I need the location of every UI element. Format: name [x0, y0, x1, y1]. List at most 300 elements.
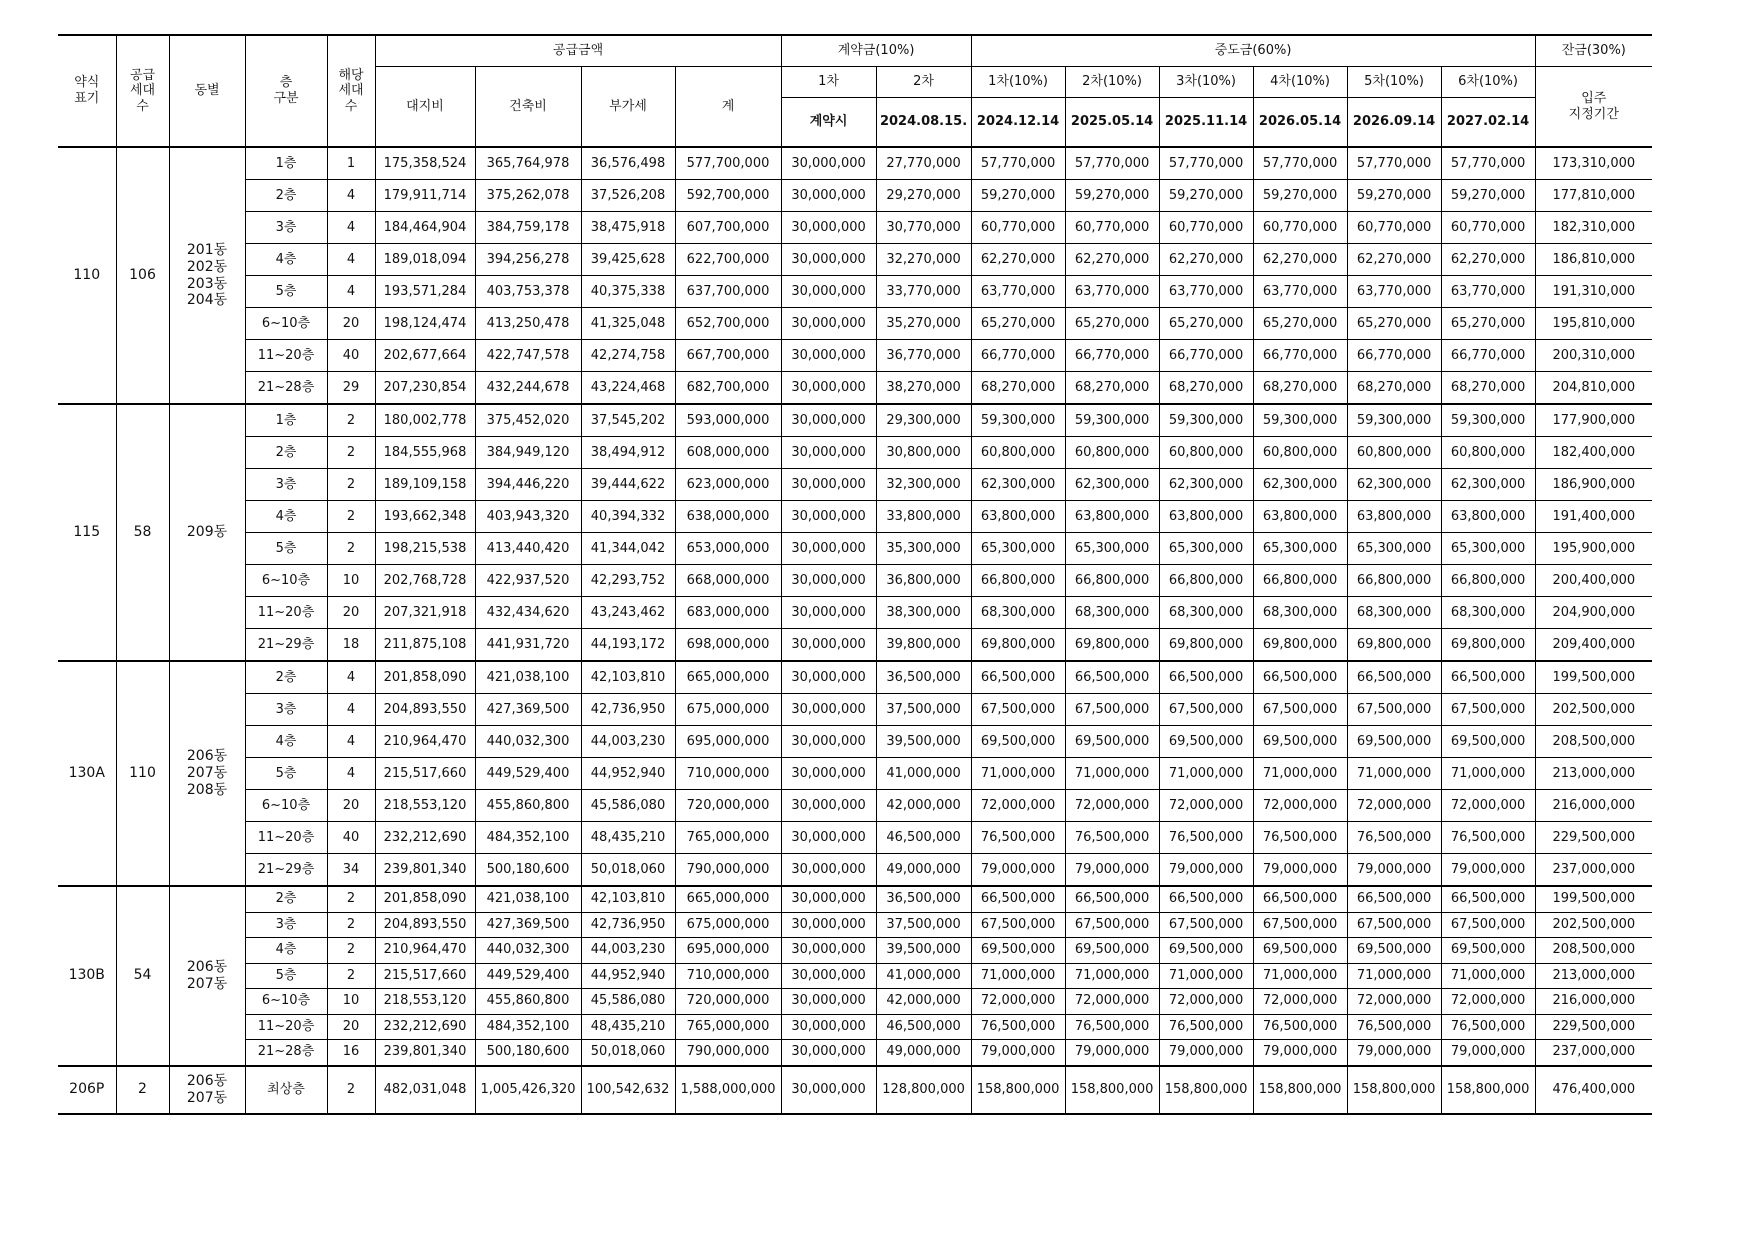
- cell-interim-5: 71,000,000: [1347, 963, 1441, 989]
- cell-dep1: 30,000,000: [781, 180, 876, 212]
- cell-vat: 42,103,810: [581, 886, 675, 912]
- cell-total: 1,588,000,000: [675, 1066, 781, 1114]
- table-row: [58, 437, 1652, 469]
- cell-interim-4: 60,800,000: [1253, 437, 1347, 469]
- cell-interim-4: 69,500,000: [1253, 726, 1347, 758]
- header-balance: 잔금(30%): [1535, 35, 1652, 67]
- cell-balance: 173,310,000: [1535, 147, 1652, 180]
- cell-interim-3: 72,000,000: [1159, 790, 1253, 822]
- cell-interim-6: 79,000,000: [1441, 854, 1535, 887]
- cell-interim-4: 72,000,000: [1253, 989, 1347, 1015]
- cell-interim-5: 67,500,000: [1347, 912, 1441, 938]
- cell-total: 682,700,000: [675, 372, 781, 405]
- cell-land: 193,571,284: [375, 276, 475, 308]
- cell-dep2: 37,500,000: [876, 694, 971, 726]
- cell-units: 4: [327, 276, 375, 308]
- cell-interim-1: 63,800,000: [971, 501, 1065, 533]
- cell-interim-5: 79,000,000: [1347, 854, 1441, 887]
- cell-construction: 432,434,620: [475, 597, 581, 629]
- cell-dep1: 30,000,000: [781, 244, 876, 276]
- cell-vat: 42,274,758: [581, 340, 675, 372]
- cell-interim-1: 62,300,000: [971, 469, 1065, 501]
- cell-dep1: 30,000,000: [781, 938, 876, 964]
- cell-vat: 36,576,498: [581, 147, 675, 180]
- cell-interim-5: 59,300,000: [1347, 404, 1441, 437]
- cell-interim-1: 79,000,000: [971, 854, 1065, 887]
- cell-interim-3: 63,770,000: [1159, 276, 1253, 308]
- cell-interim-6: 76,500,000: [1441, 822, 1535, 854]
- cell-total: 665,000,000: [675, 886, 781, 912]
- cell-total: 577,700,000: [675, 147, 781, 180]
- cell-total: 695,000,000: [675, 938, 781, 964]
- type-group: [58, 886, 1652, 1066]
- cell-interim-1: 71,000,000: [971, 963, 1065, 989]
- cell-units: 40: [327, 822, 375, 854]
- cell-balance: 195,810,000: [1535, 308, 1652, 340]
- cell-floor: 2층: [245, 437, 327, 469]
- cell-interim-2: 79,000,000: [1065, 1040, 1159, 1066]
- cell-dep1: 30,000,000: [781, 501, 876, 533]
- cell-interim-4: 69,500,000: [1253, 938, 1347, 964]
- cell-interim-2: 72,000,000: [1065, 989, 1159, 1015]
- cell-interim-5: 66,800,000: [1347, 565, 1441, 597]
- cell-interim-2: 65,270,000: [1065, 308, 1159, 340]
- cell-interim-4: 79,000,000: [1253, 854, 1347, 887]
- cell-interim-6: 60,770,000: [1441, 212, 1535, 244]
- cell-total: 720,000,000: [675, 989, 781, 1015]
- cell-interim-1: 59,300,000: [971, 404, 1065, 437]
- header-deposit-2-date: 2024.08.15.: [876, 98, 971, 148]
- cell-interim-6: 66,770,000: [1441, 340, 1535, 372]
- cell-total: 790,000,000: [675, 854, 781, 887]
- cell-interim-5: 60,770,000: [1347, 212, 1441, 244]
- cell-units: 4: [327, 758, 375, 790]
- cell-total: 665,000,000: [675, 661, 781, 694]
- cell-floor: 4층: [245, 938, 327, 964]
- cell-construction: 403,943,320: [475, 501, 581, 533]
- cell-land: 482,031,048: [375, 1066, 475, 1114]
- cell-interim-6: 59,300,000: [1441, 404, 1535, 437]
- cell-land: 232,212,690: [375, 1014, 475, 1040]
- cell-interim-1: 66,500,000: [971, 661, 1065, 694]
- cell-total: 622,700,000: [675, 244, 781, 276]
- cell-dep1: 30,000,000: [781, 1014, 876, 1040]
- cell-vat: 42,736,950: [581, 694, 675, 726]
- cell-floor: 3층: [245, 694, 327, 726]
- cell-interim-2: 63,800,000: [1065, 501, 1159, 533]
- cell-interim-3: 65,300,000: [1159, 533, 1253, 565]
- cell-interim-6: 62,300,000: [1441, 469, 1535, 501]
- cell-balance: 213,000,000: [1535, 963, 1652, 989]
- cell-units: 40: [327, 340, 375, 372]
- cell-dep1: 30,000,000: [781, 308, 876, 340]
- cell-balance: 177,810,000: [1535, 180, 1652, 212]
- cell-balance: 182,400,000: [1535, 437, 1652, 469]
- cell-vat: 42,103,810: [581, 661, 675, 694]
- header-balance-period: 입주 지정기간: [1535, 67, 1652, 148]
- table-row: [58, 212, 1652, 244]
- cell-dep2: 33,770,000: [876, 276, 971, 308]
- cell-balance: 191,310,000: [1535, 276, 1652, 308]
- cell-units: 20: [327, 790, 375, 822]
- type-group: [58, 147, 1652, 404]
- cell-interim-5: 72,000,000: [1347, 790, 1441, 822]
- table-row: [58, 147, 1652, 180]
- cell-units: 2: [327, 501, 375, 533]
- cell-land: 202,768,728: [375, 565, 475, 597]
- cell-vat: 43,224,468: [581, 372, 675, 405]
- cell-units: 4: [327, 212, 375, 244]
- cell-balance: 208,500,000: [1535, 726, 1652, 758]
- cell-dep2: 33,800,000: [876, 501, 971, 533]
- cell-construction: 365,764,978: [475, 147, 581, 180]
- cell-balance: 200,310,000: [1535, 340, 1652, 372]
- cell-dep1: 30,000,000: [781, 340, 876, 372]
- cell-units: 4: [327, 244, 375, 276]
- cell-interim-5: 65,300,000: [1347, 533, 1441, 565]
- cell-land: 175,358,524: [375, 147, 475, 180]
- cell-interim-2: 158,800,000: [1065, 1066, 1159, 1114]
- cell-floor: 2층: [245, 661, 327, 694]
- cell-interim-2: 66,770,000: [1065, 340, 1159, 372]
- cell-construction: 455,860,800: [475, 989, 581, 1015]
- cell-interim-1: 66,500,000: [971, 886, 1065, 912]
- cell-interim-1: 65,270,000: [971, 308, 1065, 340]
- cell-interim-5: 71,000,000: [1347, 758, 1441, 790]
- cell-interim-3: 69,800,000: [1159, 629, 1253, 662]
- cell-construction: 484,352,100: [475, 1014, 581, 1040]
- cell-interim-4: 65,300,000: [1253, 533, 1347, 565]
- table-row: [58, 694, 1652, 726]
- cell-vat: 42,736,950: [581, 912, 675, 938]
- cell-interim-5: 69,500,000: [1347, 938, 1441, 964]
- cell-construction: 440,032,300: [475, 938, 581, 964]
- cell-balance: 209,400,000: [1535, 629, 1652, 662]
- cell-units: 2: [327, 886, 375, 912]
- cell-dep1: 30,000,000: [781, 989, 876, 1015]
- cell-interim-3: 60,770,000: [1159, 212, 1253, 244]
- header-interim-3: 3차(10%): [1159, 67, 1253, 98]
- cell-dep2: 32,270,000: [876, 244, 971, 276]
- cell-interim-2: 68,300,000: [1065, 597, 1159, 629]
- cell-total: 592,700,000: [675, 180, 781, 212]
- cell-buildings: 206동 207동: [169, 1066, 245, 1114]
- cell-total: 765,000,000: [675, 822, 781, 854]
- cell-interim-2: 60,800,000: [1065, 437, 1159, 469]
- table-row: [58, 989, 1652, 1015]
- header-interim: 중도금(60%): [971, 35, 1535, 67]
- cell-interim-1: 57,770,000: [971, 147, 1065, 180]
- cell-units: 18: [327, 629, 375, 662]
- cell-vat: 44,003,230: [581, 938, 675, 964]
- cell-interim-2: 60,770,000: [1065, 212, 1159, 244]
- cell-construction: 394,446,220: [475, 469, 581, 501]
- cell-floor: 3층: [245, 469, 327, 501]
- table-row: [58, 404, 1652, 437]
- cell-interim-6: 72,000,000: [1441, 989, 1535, 1015]
- cell-interim-3: 65,270,000: [1159, 308, 1253, 340]
- cell-interim-3: 79,000,000: [1159, 854, 1253, 887]
- cell-interim-2: 71,000,000: [1065, 758, 1159, 790]
- cell-total: 608,000,000: [675, 437, 781, 469]
- cell-interim-3: 67,500,000: [1159, 912, 1253, 938]
- cell-interim-3: 71,000,000: [1159, 758, 1253, 790]
- cell-interim-1: 60,800,000: [971, 437, 1065, 469]
- cell-interim-5: 76,500,000: [1347, 822, 1441, 854]
- cell-balance: 476,400,000: [1535, 1066, 1652, 1114]
- cell-vat: 45,586,080: [581, 989, 675, 1015]
- header-interim-2-date: 2025.05.14: [1065, 98, 1159, 148]
- cell-interim-5: 66,500,000: [1347, 886, 1441, 912]
- header-land: 대지비: [375, 67, 475, 148]
- cell-construction: 427,369,500: [475, 694, 581, 726]
- cell-floor: 2층: [245, 180, 327, 212]
- cell-land: 239,801,340: [375, 1040, 475, 1066]
- cell-land: 211,875,108: [375, 629, 475, 662]
- cell-floor: 21~29층: [245, 629, 327, 662]
- cell-interim-3: 158,800,000: [1159, 1066, 1253, 1114]
- cell-balance: 237,000,000: [1535, 1040, 1652, 1066]
- cell-total: 698,000,000: [675, 629, 781, 662]
- cell-total: 720,000,000: [675, 790, 781, 822]
- cell-land: 218,553,120: [375, 989, 475, 1015]
- header-type: 약식 표기: [58, 35, 116, 147]
- cell-dep2: 36,770,000: [876, 340, 971, 372]
- cell-floor: 11~20층: [245, 597, 327, 629]
- cell-floor: 4층: [245, 501, 327, 533]
- cell-vat: 100,542,632: [581, 1066, 675, 1114]
- cell-vat: 44,003,230: [581, 726, 675, 758]
- cell-floor: 6~10층: [245, 790, 327, 822]
- cell-vat: 41,344,042: [581, 533, 675, 565]
- cell-interim-6: 68,300,000: [1441, 597, 1535, 629]
- cell-interim-1: 71,000,000: [971, 758, 1065, 790]
- cell-land: 184,464,904: [375, 212, 475, 244]
- cell-dep2: 46,500,000: [876, 1014, 971, 1040]
- cell-interim-4: 62,270,000: [1253, 244, 1347, 276]
- cell-interim-6: 63,800,000: [1441, 501, 1535, 533]
- cell-vat: 37,526,208: [581, 180, 675, 212]
- cell-interim-1: 60,770,000: [971, 212, 1065, 244]
- cell-interim-3: 76,500,000: [1159, 822, 1253, 854]
- cell-floor: 11~20층: [245, 822, 327, 854]
- cell-construction: 422,747,578: [475, 340, 581, 372]
- cell-dep2: 42,000,000: [876, 790, 971, 822]
- cell-vat: 37,545,202: [581, 404, 675, 437]
- table-row: [58, 533, 1652, 565]
- cell-interim-3: 62,300,000: [1159, 469, 1253, 501]
- cell-land: 184,555,968: [375, 437, 475, 469]
- cell-interim-4: 57,770,000: [1253, 147, 1347, 180]
- cell-interim-4: 71,000,000: [1253, 963, 1347, 989]
- cell-interim-6: 72,000,000: [1441, 790, 1535, 822]
- cell-dep2: 30,770,000: [876, 212, 971, 244]
- cell-dep1: 30,000,000: [781, 469, 876, 501]
- cell-interim-5: 69,800,000: [1347, 629, 1441, 662]
- cell-interim-6: 68,270,000: [1441, 372, 1535, 405]
- table-row: [58, 372, 1652, 405]
- cell-land: 204,893,550: [375, 912, 475, 938]
- table-header: [58, 35, 1652, 147]
- cell-dep2: 35,300,000: [876, 533, 971, 565]
- cell-construction: 441,931,720: [475, 629, 581, 662]
- cell-interim-4: 65,270,000: [1253, 308, 1347, 340]
- table-row: [58, 629, 1652, 662]
- cell-interim-2: 79,000,000: [1065, 854, 1159, 887]
- cell-interim-5: 59,270,000: [1347, 180, 1441, 212]
- cell-units: 4: [327, 180, 375, 212]
- cell-floor: 최상층: [245, 1066, 327, 1114]
- cell-dep2: 128,800,000: [876, 1066, 971, 1114]
- cell-dep2: 35,270,000: [876, 308, 971, 340]
- header-construction: 건축비: [475, 67, 581, 148]
- cell-interim-3: 76,500,000: [1159, 1014, 1253, 1040]
- cell-interim-5: 76,500,000: [1347, 1014, 1441, 1040]
- cell-interim-1: 158,800,000: [971, 1066, 1065, 1114]
- cell-interim-6: 65,300,000: [1441, 533, 1535, 565]
- cell-buildings: 201동 202동 203동 204동: [169, 147, 245, 404]
- cell-dep2: 32,300,000: [876, 469, 971, 501]
- cell-land: 189,018,094: [375, 244, 475, 276]
- cell-vat: 48,435,210: [581, 1014, 675, 1040]
- cell-dep1: 30,000,000: [781, 822, 876, 854]
- cell-land: 201,858,090: [375, 661, 475, 694]
- table-row: [58, 854, 1652, 887]
- cell-interim-4: 76,500,000: [1253, 1014, 1347, 1040]
- table-row: [58, 661, 1652, 694]
- cell-total: 667,700,000: [675, 340, 781, 372]
- cell-balance: 202,500,000: [1535, 694, 1652, 726]
- cell-total: 637,700,000: [675, 276, 781, 308]
- cell-dep2: 27,770,000: [876, 147, 971, 180]
- cell-buildings: 209동: [169, 404, 245, 661]
- cell-interim-6: 71,000,000: [1441, 963, 1535, 989]
- cell-vat: 39,425,628: [581, 244, 675, 276]
- cell-supply-units: 58: [116, 404, 169, 661]
- cell-dep1: 30,000,000: [781, 404, 876, 437]
- cell-land: 198,124,474: [375, 308, 475, 340]
- cell-floor: 6~10층: [245, 308, 327, 340]
- cell-interim-3: 59,300,000: [1159, 404, 1253, 437]
- cell-interim-1: 68,300,000: [971, 597, 1065, 629]
- cell-floor: 11~20층: [245, 340, 327, 372]
- cell-interim-3: 71,000,000: [1159, 963, 1253, 989]
- header-supply-units: 공급 세대 수: [116, 35, 169, 147]
- cell-interim-2: 76,500,000: [1065, 1014, 1159, 1040]
- header-interim-1-date: 2024.12.14: [971, 98, 1065, 148]
- cell-buildings: 206동 207동 208동: [169, 661, 245, 886]
- cell-interim-1: 66,800,000: [971, 565, 1065, 597]
- cell-interim-3: 57,770,000: [1159, 147, 1253, 180]
- cell-total: 668,000,000: [675, 565, 781, 597]
- cell-dep1: 30,000,000: [781, 565, 876, 597]
- cell-floor: 1층: [245, 147, 327, 180]
- cell-total: 695,000,000: [675, 726, 781, 758]
- cell-units: 2: [327, 469, 375, 501]
- cell-land: 210,964,470: [375, 938, 475, 964]
- cell-land: 179,911,714: [375, 180, 475, 212]
- cell-interim-6: 69,500,000: [1441, 938, 1535, 964]
- cell-balance: 177,900,000: [1535, 404, 1652, 437]
- cell-dep2: 29,300,000: [876, 404, 971, 437]
- cell-units: 2: [327, 404, 375, 437]
- cell-interim-2: 62,300,000: [1065, 469, 1159, 501]
- cell-interim-1: 67,500,000: [971, 694, 1065, 726]
- cell-construction: 384,949,120: [475, 437, 581, 469]
- cell-interim-3: 72,000,000: [1159, 989, 1253, 1015]
- cell-interim-5: 79,000,000: [1347, 1040, 1441, 1066]
- cell-construction: 384,759,178: [475, 212, 581, 244]
- cell-balance: 186,810,000: [1535, 244, 1652, 276]
- cell-dep2: 39,800,000: [876, 629, 971, 662]
- table-row: [58, 597, 1652, 629]
- cell-balance: 182,310,000: [1535, 212, 1652, 244]
- cell-interim-1: 76,500,000: [971, 1014, 1065, 1040]
- cell-floor: 1층: [245, 404, 327, 437]
- cell-land: 239,801,340: [375, 854, 475, 887]
- cell-dep2: 49,000,000: [876, 1040, 971, 1066]
- table-row: [58, 469, 1652, 501]
- cell-land: 189,109,158: [375, 469, 475, 501]
- cell-balance: 213,000,000: [1535, 758, 1652, 790]
- table-row: [58, 565, 1652, 597]
- cell-interim-1: 68,270,000: [971, 372, 1065, 405]
- cell-interim-5: 68,300,000: [1347, 597, 1441, 629]
- cell-balance: 237,000,000: [1535, 854, 1652, 887]
- cell-supply-units: 2: [116, 1066, 169, 1114]
- header-deposit: 계약금(10%): [781, 35, 971, 67]
- cell-interim-6: 66,800,000: [1441, 565, 1535, 597]
- cell-total: 683,000,000: [675, 597, 781, 629]
- cell-vat: 48,435,210: [581, 822, 675, 854]
- cell-type: 110: [58, 147, 116, 404]
- table-row: [58, 1014, 1652, 1040]
- cell-units: 4: [327, 661, 375, 694]
- cell-interim-5: 65,270,000: [1347, 308, 1441, 340]
- cell-dep2: 49,000,000: [876, 854, 971, 887]
- cell-construction: 413,440,420: [475, 533, 581, 565]
- cell-balance: 229,500,000: [1535, 1014, 1652, 1040]
- cell-floor: 6~10층: [245, 989, 327, 1015]
- header-interim-2: 2차(10%): [1065, 67, 1159, 98]
- table-row: [58, 938, 1652, 964]
- cell-dep1: 30,000,000: [781, 372, 876, 405]
- cell-vat: 44,193,172: [581, 629, 675, 662]
- cell-interim-2: 69,500,000: [1065, 938, 1159, 964]
- cell-dep1: 30,000,000: [781, 790, 876, 822]
- cell-interim-6: 67,500,000: [1441, 694, 1535, 726]
- cell-construction: 422,937,520: [475, 565, 581, 597]
- cell-interim-2: 59,300,000: [1065, 404, 1159, 437]
- cell-interim-5: 62,300,000: [1347, 469, 1441, 501]
- cell-dep1: 30,000,000: [781, 212, 876, 244]
- cell-total: 607,700,000: [675, 212, 781, 244]
- header-interim-5-date: 2026.09.14: [1347, 98, 1441, 148]
- cell-units: 16: [327, 1040, 375, 1066]
- cell-interim-1: 62,270,000: [971, 244, 1065, 276]
- cell-land: 202,677,664: [375, 340, 475, 372]
- cell-interim-6: 79,000,000: [1441, 1040, 1535, 1066]
- cell-interim-4: 66,770,000: [1253, 340, 1347, 372]
- cell-units: 4: [327, 694, 375, 726]
- type-group: [58, 661, 1652, 886]
- cell-interim-2: 66,500,000: [1065, 886, 1159, 912]
- header-deposit-1-date: 계약시: [781, 98, 876, 148]
- table-row: [58, 180, 1652, 212]
- cell-interim-6: 57,770,000: [1441, 147, 1535, 180]
- cell-interim-2: 68,270,000: [1065, 372, 1159, 405]
- cell-total: 593,000,000: [675, 404, 781, 437]
